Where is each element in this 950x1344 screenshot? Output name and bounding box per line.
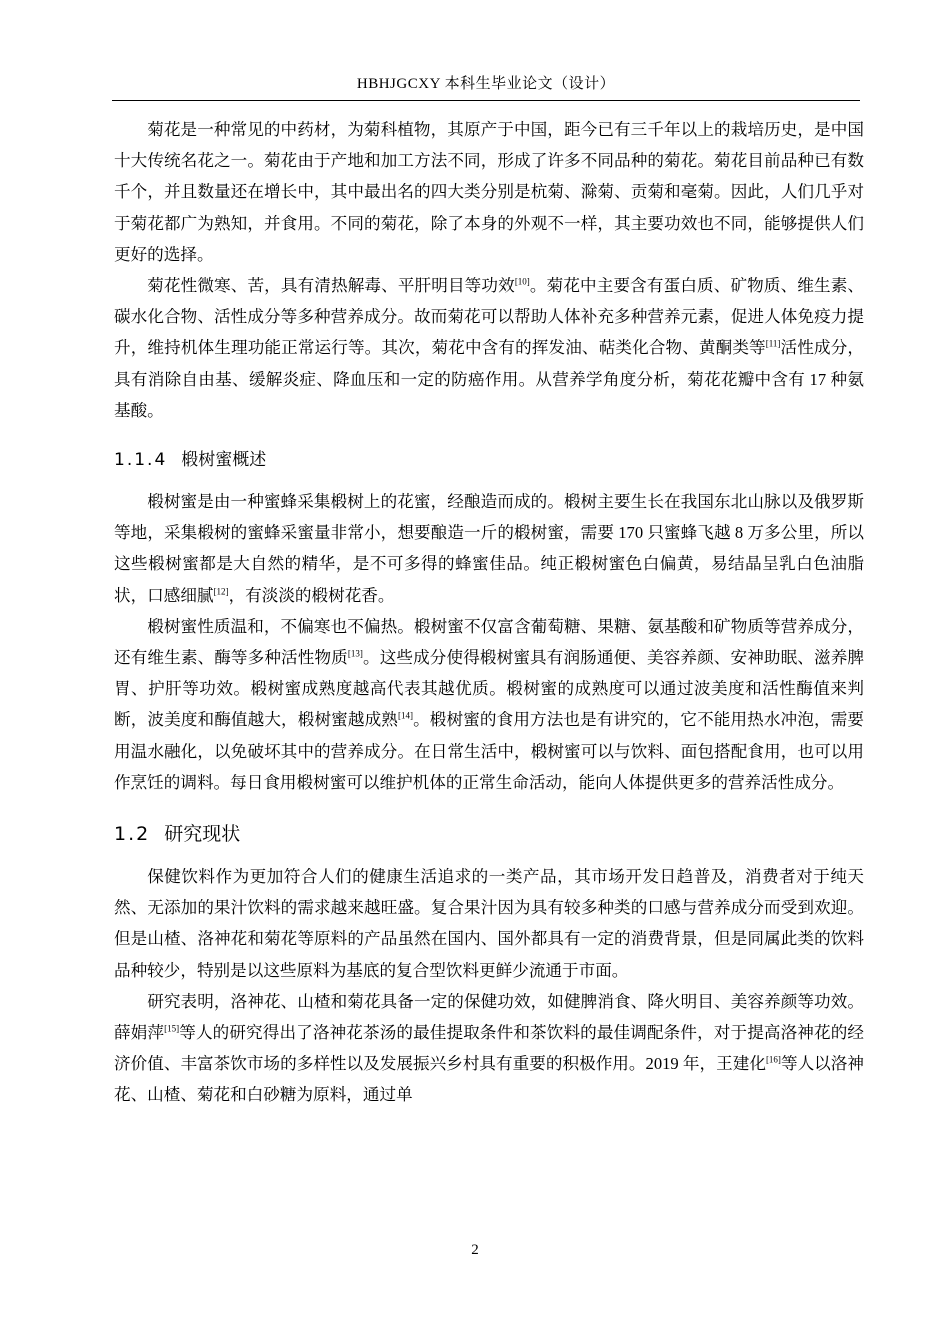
paragraph-health-drinks: 保健饮料作为更加符合人们的健康生活追求的一类产品，其市场开发日趋普及，消费者对于纯天然、无添加的果汁饮料的需求越来越旺盛。复合果汁因为具有较多种类的口感与营养成分而受到欢迎。但是山楂、洛神花和菊花等原料的产品虽然在国内、国外都具有一定的消费背景，但是同属此类的饮料品种较少，特别是以这些原料为基底的复合型饮料更鲜少流通于市面。 xyxy=(114,867,864,980)
citation-ref: [13] xyxy=(347,648,363,659)
paragraph-chrysanthemum-properties: 菊花性微寒、苦，具有清热解毒、平肝明目等功效[10]。菊花中主要含有蛋白质、矿物质、维生素、碳水化合物、活性成分等多种营养成分。故而菊花可以帮助人体补充多种营养元素，促进人体免疫力提升，维持机体生理功能正常运行等。其次，菊花中含有的挥发油、萜类化合物、黄酮类等[11]活性成分，具有消除自由基、缓解炎症、降血压和一定的防癌作用。从营养学角度分析，菊花花瓣中含有 17 种氨基酸。 xyxy=(114,276,865,420)
section-number: 1.2 xyxy=(114,823,151,846)
section-title: 研究现状 xyxy=(164,824,241,846)
section-heading xyxy=(114,798,864,861)
paragraph-chrysanthemum-intro: 菊花是一种常见的中药材，为菊科植物，其原产于中国，距今已有三千年以上的栽培历史，是中国十大传统名花之一。菊花由于产地和加工方法不同，形成了许多不同品种的菊花。菊花目前品种已有数千个，并且数量还在增长中，其中最出名的四大类分别是杭菊、滁菊、贡菊和毫菊。因此，人们几乎对于菊花都广为熟知，并食用。不同的菊花，除了本身的外观不一样，其主要功效也不同，能够提供人们更好的选择。 xyxy=(114,120,864,264)
paragraph-research: 研究表明，洛神花、山楂和菊花具备一定的保健功效，如健脾消食、降火明目、美容养颜等功效。薛娟萍[15]等人的研究得出了洛神花茶汤的最佳提取条件和茶饮料的最佳调配条件，对于提高洛神花的经济价值、丰富茶饮市场的多样性以及发展振兴乡村具有重要的积极作用。2019 年，王建化[16]等人以洛神花、山楂、菊花和白砂糖为原料，通过单 xyxy=(114,991,865,1105)
page-number: 2 xyxy=(471,1242,479,1258)
subsection-title: 椴树蜜概述 xyxy=(181,450,267,470)
citation-ref: [16] xyxy=(765,1054,781,1065)
paragraph-linden-honey-intro: 椴树蜜是由一种蜜蜂采集椴树上的花蜜，经酿造而成的。椴树主要生长在我国东北山脉以及俄罗斯等地，采集椴树的蜜蜂采蜜量非常小，想要酿造一斤的椴树蜜，需要 170 只蜜蜂飞越 8 万多公里，所以这些椴树蜜都是大自然的精华，是不可多得的蜂蜜佳品。纯正椴树蜜色白偏黄，易结晶呈乳白色油脂状，口感细腻[12]，有淡淡的椴树花香。 xyxy=(114,492,864,605)
citation-ref: [11] xyxy=(765,338,781,349)
running-header: HBHJGCXY 本科生毕业论文（设计） xyxy=(356,76,616,92)
body-content xyxy=(114,114,864,1111)
citation-ref: [10] xyxy=(514,276,530,287)
header-rule xyxy=(112,100,860,101)
paragraph-linden-honey-properties: 椴树蜜性质温和，不偏寒也不偏热。椴树蜜不仅富含葡萄糖、果糖、氨基酸和矿物质等营养成分，还有维生素、酶等多种活性物质[13]。这些成分使得椴树蜜具有润肠通便、美容养颜、安神助眠、滋养脾胃、护肝等功效。椴树蜜成熟度越高代表其越优质。椴树蜜的成熟度可以通过波美度和活性酶值来判断，波美度和酶值越大，椴树蜜越成熟[14]。椴树蜜的食用方法也是有讲究的，它不能用热水冲泡，需要用温水融化，以免破坏其中的营养成分。在日常生活中，椴树蜜可以与饮料、面包搭配食用，也可以用作烹饪的调料。每日食用椴树蜜可以维护机体的正常生命活动，能向人体提供更多的营养活性成分。 xyxy=(114,616,865,792)
citation-ref: [14] xyxy=(397,710,413,721)
subsection-heading xyxy=(114,426,864,486)
citation-ref: [15] xyxy=(164,1023,180,1034)
citation-ref: [12] xyxy=(213,586,229,597)
subsection-number: 1.1.4 xyxy=(114,450,168,471)
